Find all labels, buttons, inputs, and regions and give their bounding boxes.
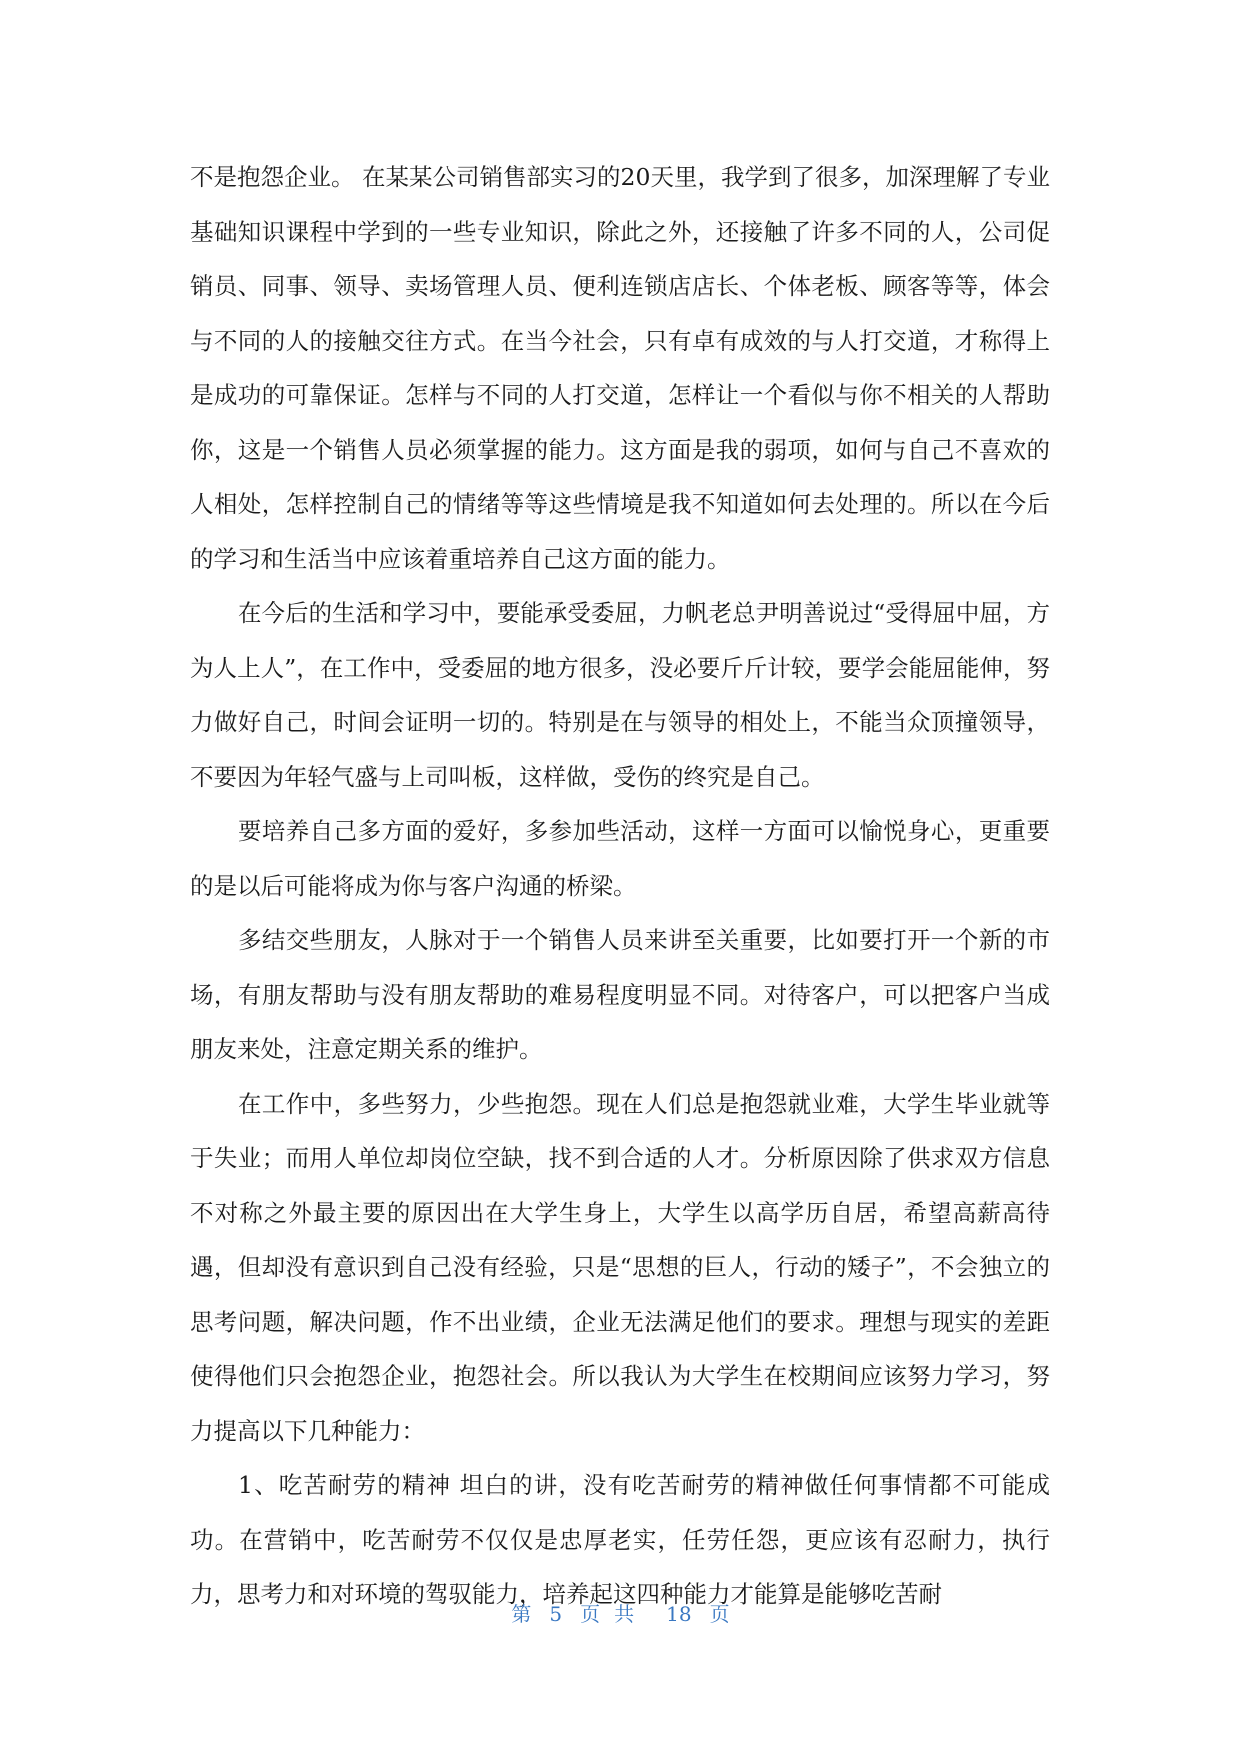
paragraph-hardworking: 1、吃苦耐劳的精神 坦白的讲，没有吃苦耐劳的精神做任何事情都不可能成功。在营销中，吃苦耐劳不仅仅是忠厚老实，任劳任怨，更应该有忍耐力，执行力，思考力和对环境的驾驭能力，培养起这四种能力才能算是能够吃苦耐 <box>190 1471 1050 1608</box>
footer-suffix: 页 <box>709 1602 730 1626</box>
paragraph-endure-grievance: 在今后的生活和学习中，要能承受委屈，力帆老总尹明善说过“受得屈中屈，方为人上人”，在工作中，受委屈的地方很多，没必要斤斤计较，要学会能屈能伸，努力做好自己，时间会证明一切的。特别是在与领导的相处上，不能当众顶撞领导，不要因为年轻气盛与上司叫板，这样做，受伤的终究是自己。 <box>190 599 1050 791</box>
footer-middle: 页共 <box>580 1602 649 1626</box>
footer-total-pages: 18 <box>666 1602 692 1626</box>
paragraph-hobbies: 要培养自己多方面的爱好，多参加些活动，这样一方面可以愉悦身心，更重要的是以后可能将成为你与客户沟通的桥梁。 <box>190 817 1050 900</box>
paragraph-effort: 在工作中，多些努力，少些抱怨。现在人们总是抱怨就业难，大学生毕业就等于失业；而用人单位却岗位空缺，找不到合适的人才。分析原因除了供求双方信息不对称之外最主要的原因出在大学生身上，大学生以高学历自居，希望高薪高待遇，但却没有意识到自己没有经验，只是“思想的巨人，行动的矮子”，不会独立的思考问题，解决问题，作不出业绩，企业无法满足他们的要求。理想与现实的差距使得他们只会抱怨企业，抱怨社会。所以我认为大学生在校期间应该努力学习，努力提高以下几种能力： <box>190 1089 1050 1445</box>
footer-prefix: 第 <box>511 1602 532 1626</box>
footer-current-page: 5 <box>549 1602 563 1626</box>
document-body <box>190 150 1050 1622</box>
paragraph-continued: 不是抱怨企业。 在某某公司销售部实习的20天里，我学到了很多，加深理解了专业基础知识课程中学到的一些专业知识，除此之外，还接触了许多不同的人，公司促销员、同事、领导、卖场管理人员、便利连锁店店长、个体老板、顾客等等，体会与不同的人的接触交往方式。在当今社会，只有卓有成效的与人打交道，才称得上是成功的可靠保证。怎样与不同的人打交道，怎样让一个看似与你不相关的人帮助你，这是一个销售人员必须掌握的能力。这方面是我的弱项，如何与自己不喜欢的人相处，怎样控制自己的情绪等等这些情境是我不知道如何去处理的。所以在今后的学习和生活当中应该着重培养自己这方面的能力。 <box>190 163 1050 573</box>
paragraph-friends: 多结交些朋友，人脉对于一个销售人员来讲至关重要，比如要打开一个新的市场，有朋友帮助与没有朋友帮助的难易程度明显不同。对待客户，可以把客户当成朋友来处，注意定期关系的维护。 <box>190 926 1050 1063</box>
page-footer <box>0 1598 1241 1627</box>
